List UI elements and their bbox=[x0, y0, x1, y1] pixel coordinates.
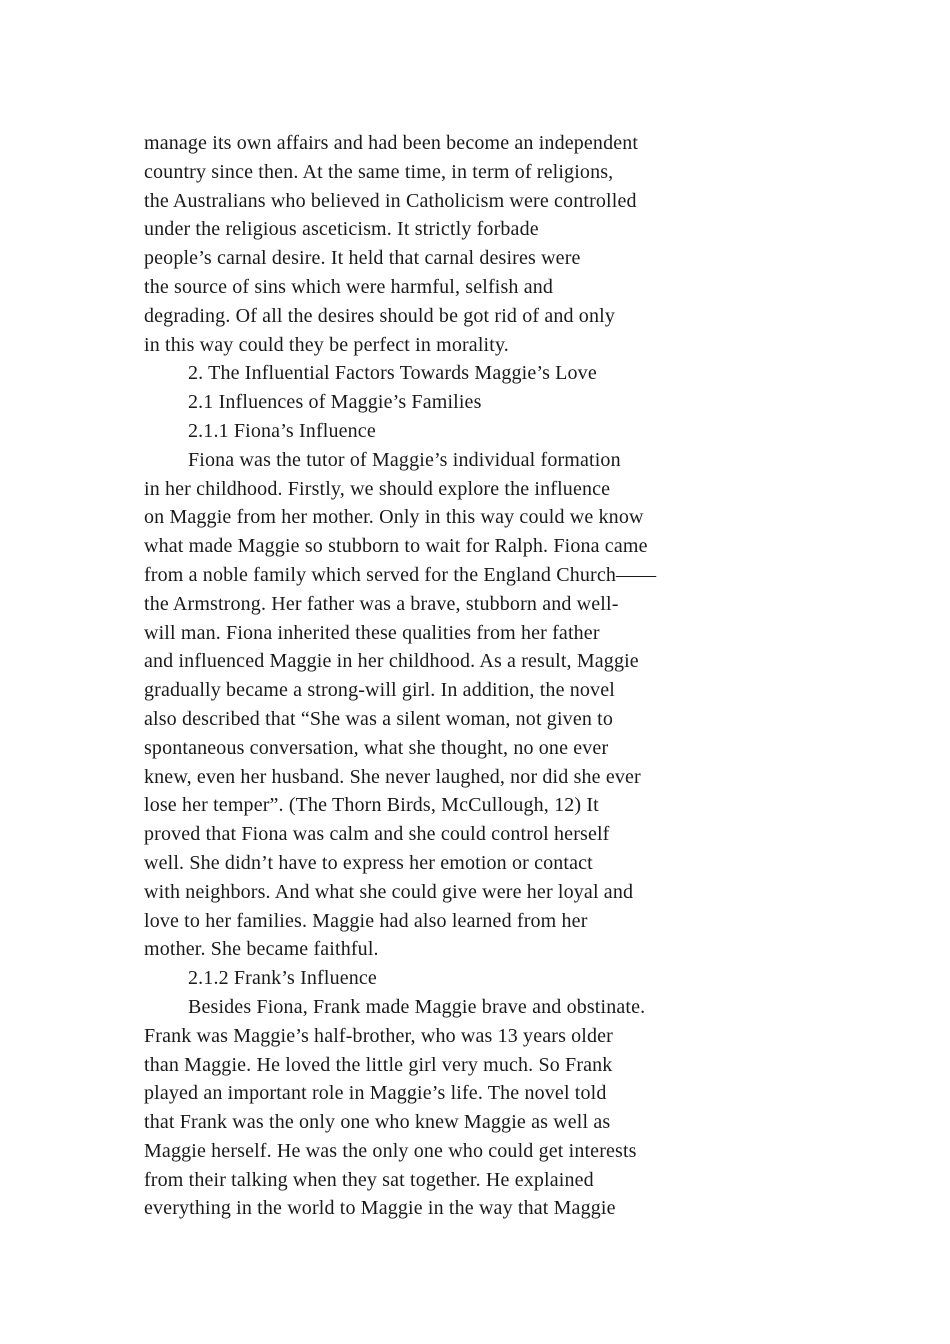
text-line: gradually became a strong-will girl. In addition, the novel bbox=[144, 679, 615, 702]
text-line: proved that Fiona was calm and she could control herself bbox=[144, 823, 610, 846]
text-line: well. She didn’t have to express her emotion or contact bbox=[144, 851, 593, 874]
text-line: people’s carnal desire. It held that carnal desires were bbox=[144, 247, 581, 270]
text-line: Maggie herself. He was the only one who could get interests bbox=[144, 1139, 637, 1162]
text-line: manage its own affairs and had been become an independent bbox=[144, 132, 639, 154]
text-line: than Maggie. He loved the little girl very much. So Frank bbox=[144, 1053, 613, 1076]
text-line: the Australians who believed in Catholicism were controlled bbox=[144, 189, 637, 212]
text-line: from a noble family which served for the England Church—— bbox=[144, 563, 657, 586]
paragraph-first-line: Besides Fiona, Frank made Maggie brave and obstinate. bbox=[188, 995, 646, 1018]
text-line: in this way could they be perfect in morality. bbox=[144, 333, 509, 356]
text-line: that Frank was the only one who knew Maggie as well as bbox=[144, 1111, 611, 1134]
text-line: mother. She became faithful. bbox=[144, 938, 379, 961]
text-line: with neighbors. And what she could give were her loyal and bbox=[144, 880, 634, 903]
text-line: on Maggie from her mother. Only in this way could we know bbox=[144, 506, 644, 529]
text-line: the Armstrong. Her father was a brave, stubborn and well- bbox=[144, 592, 619, 615]
paragraph-first-line: Fiona was the tutor of Maggie’s individual formation bbox=[188, 448, 621, 471]
section-heading: 2. The Influential Factors Towards Maggie’s Love bbox=[188, 362, 597, 385]
text-line: will man. Fiona inherited these qualities from her father bbox=[144, 621, 600, 644]
text-line: from their talking when they sat together. He explained bbox=[144, 1168, 594, 1191]
text-line: lose her temper”. (The Thorn Birds, McCullough, 12) It bbox=[144, 794, 599, 817]
text-line: country since then. At the same time, in term of religions, bbox=[144, 160, 614, 183]
subsubsection-heading: 2.1.1 Fiona’s Influence bbox=[188, 419, 376, 442]
text-line: also described that “She was a silent woman, not given to bbox=[144, 707, 613, 730]
text-line: Frank was Maggie’s half-brother, who was 13 years older bbox=[144, 1024, 613, 1047]
text-line: in her childhood. Firstly, we should explore the influence bbox=[144, 477, 611, 500]
subsubsection-heading: 2.1.2 Frank’s Influence bbox=[188, 967, 377, 990]
subsection-heading: 2.1 Influences of Maggie’s Families bbox=[188, 391, 482, 414]
body-text bbox=[144, 129, 824, 1223]
text-line: played an important role in Maggie’s life. The novel told bbox=[144, 1082, 607, 1105]
text-line: what made Maggie so stubborn to wait for Ralph. Fiona came bbox=[144, 535, 648, 558]
text-line: everything in the world to Maggie in the way that Maggie bbox=[144, 1197, 616, 1220]
text-line: and influenced Maggie in her childhood. As a result, Maggie bbox=[144, 650, 639, 673]
text-line: spontaneous conversation, what she thought, no one ever bbox=[144, 736, 609, 759]
text-line: love to her families. Maggie had also learned from her bbox=[144, 909, 588, 932]
text-line: degrading. Of all the desires should be got rid of and only bbox=[144, 304, 615, 327]
text-line: knew, even her husband. She never laughed, nor did she ever bbox=[144, 765, 641, 788]
text-line: the source of sins which were harmful, selfish and bbox=[144, 275, 554, 298]
text-line: under the religious asceticism. It strictly forbade bbox=[144, 218, 539, 241]
